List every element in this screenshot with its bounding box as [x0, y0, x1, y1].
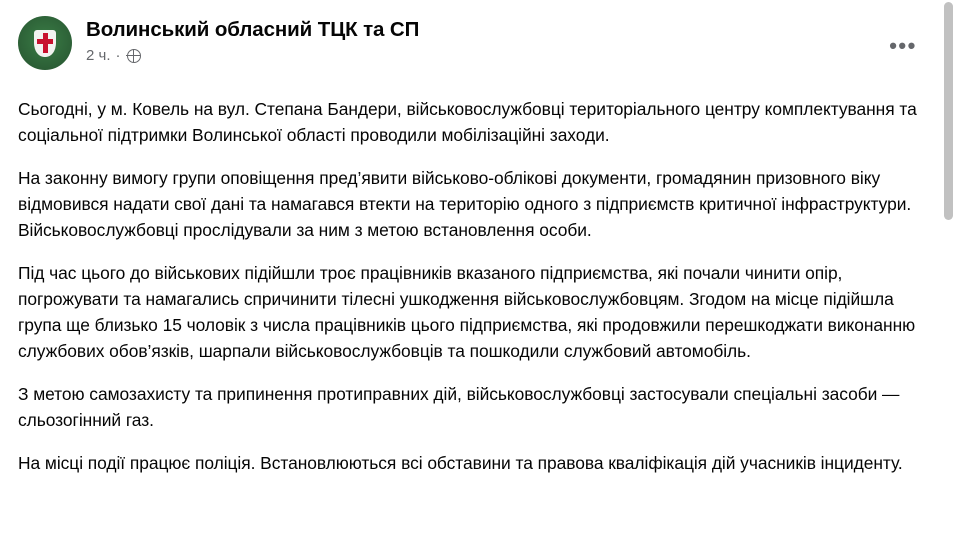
post-author-block — [86, 14, 419, 65]
avatar[interactable] — [18, 16, 72, 70]
more-options-icon[interactable]: ••• — [889, 33, 917, 58]
scrollbar-thumb[interactable] — [944, 2, 953, 220]
shield-emblem-icon — [34, 30, 56, 57]
post-header — [18, 14, 926, 80]
post-meta — [86, 47, 419, 65]
post-paragraph: З метою самозахисту та припинення протиправних дій, військовослужбовці застосували спеціальні засоби — сльозогінний газ. — [18, 384, 900, 430]
page-name[interactable]: Волинський обласний ТЦК та СП — [86, 18, 420, 41]
globe-icon[interactable] — [127, 49, 141, 63]
post-paragraph: На місці події працює поліція. Встановлюються всі обставини та правова кваліфікація дій учасників інциденту. — [18, 453, 903, 473]
meta-separator: · — [115, 47, 121, 64]
scrollbar-track[interactable] — [945, 0, 957, 541]
post-body — [18, 96, 926, 476]
post-paragraph: На законну вимогу групи оповіщення пред’явити військово-облікові документи, громадянин призовного віку відмовився надати свої дані та намагався втекти на територію одного з підприємств критичної інфраструктури. Військовослужбовці прослідували за ним з метою встановлення особи. — [18, 168, 912, 240]
post-paragraph: Сьогодні, у м. Ковель на вул. Степана Бандери, військовослужбовці територіального центру комплектування та соціальної підтримки Волинської області проводили мобілізаційні заходи. — [18, 99, 917, 145]
post-timestamp[interactable]: 2 ч. — [86, 47, 111, 64]
post-paragraph: Під час цього до військових підійшли троє працівників вказаного підприємства, які почали чинити опір, погрожувати та намагались спричинити тілесні ушкодження військовослужбовцям. Згодом на місце підійшла група ще близько 15 чоловік з числа працівників цього підприємства, які продовжили перешкоджати виконанню службових обов’язків, шарпали військовослужбовців та пошкодили службовий автомобіль. — [18, 263, 916, 361]
